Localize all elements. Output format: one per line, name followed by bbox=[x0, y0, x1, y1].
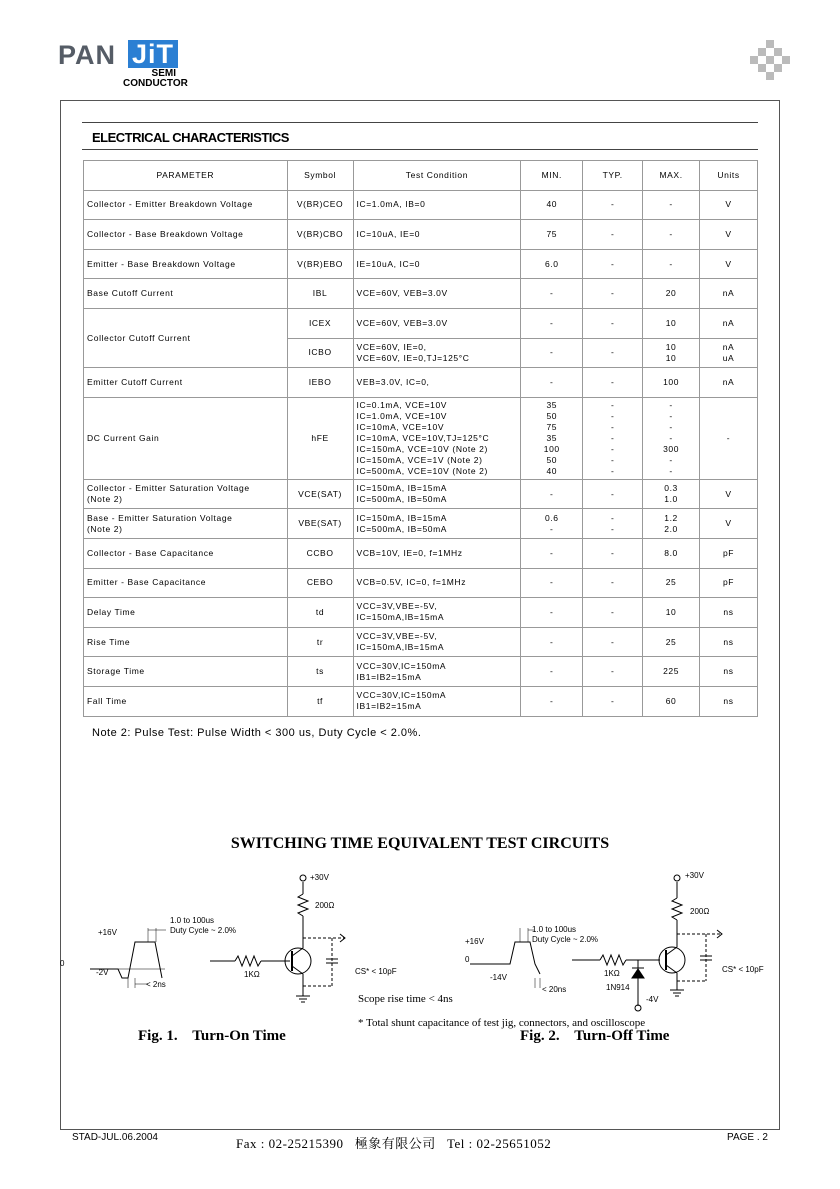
max-cell: 25 bbox=[643, 627, 700, 657]
min-cell: - bbox=[521, 568, 583, 598]
column-header: Test Condition bbox=[353, 161, 521, 191]
fig2-vcc: +30V bbox=[685, 871, 704, 880]
fig2-caption: Fig. 2. Turn-Off Time bbox=[520, 1028, 670, 1044]
divider bbox=[82, 149, 758, 150]
table-row bbox=[84, 220, 758, 250]
typ-cell: - bbox=[583, 657, 643, 687]
test-condition-cell: IC=0.1mA, VCE=10V IC=1.0mA, VCE=10V IC=10mA, VCE=10V IC=10mA, VCE=10V,TJ=125°C IC=150mA, VCE=10V (Note 2) IC=150mA, VCE=1V (Note 2) IC=500mA, VCE=10V (Note 2) bbox=[353, 397, 521, 479]
divider bbox=[82, 122, 758, 123]
table-row bbox=[84, 249, 758, 279]
shunt-note: * Total shunt capacitance of test jig, connectors, and oscilloscope bbox=[358, 1017, 646, 1029]
min-cell: - bbox=[521, 368, 583, 398]
fig1-scope: Scope rise time < 4ns bbox=[358, 993, 453, 1005]
column-header: MIN. bbox=[521, 161, 583, 191]
min-cell: - bbox=[521, 538, 583, 568]
fig1-vlo: -2V bbox=[96, 968, 109, 977]
parameter-cell: Collector Cutoff Current bbox=[84, 308, 288, 367]
typ-cell: - bbox=[583, 338, 643, 368]
typ-cell: - bbox=[583, 279, 643, 309]
symbol-cell: tf bbox=[287, 686, 353, 716]
fig2-cs: CS* < 10pF bbox=[722, 965, 764, 974]
max-cell: 1.2 2.0 bbox=[643, 509, 700, 539]
min-cell: 6.0 bbox=[521, 249, 583, 279]
max-cell: - - - - 300 - - bbox=[643, 397, 700, 479]
logo-conductor: CONDUCTOR bbox=[123, 78, 188, 89]
unit-cell: nA bbox=[700, 308, 758, 338]
table-row bbox=[84, 627, 758, 657]
table-row bbox=[84, 568, 758, 598]
unit-cell: ns bbox=[700, 627, 758, 657]
max-cell: 8.0 bbox=[643, 538, 700, 568]
column-header: Symbol bbox=[287, 161, 353, 191]
symbol-cell: hFE bbox=[287, 397, 353, 479]
min-cell: - bbox=[521, 686, 583, 716]
fig1-rb: 1KΩ bbox=[244, 970, 260, 979]
symbol-cell: VCE(SAT) bbox=[287, 479, 353, 509]
unit-cell: pF bbox=[700, 568, 758, 598]
min-cell: - bbox=[521, 657, 583, 687]
unit-cell: pF bbox=[700, 538, 758, 568]
min-cell: - bbox=[521, 338, 583, 368]
table-row bbox=[84, 657, 758, 687]
test-condition-cell: IE=10uA, IC=0 bbox=[353, 249, 521, 279]
symbol-cell: V(BR)EBO bbox=[287, 249, 353, 279]
fig1-rc: 200Ω bbox=[315, 901, 335, 910]
fig1-cs: CS* < 10pF bbox=[355, 967, 397, 976]
parameter-cell: Emitter - Base Breakdown Voltage bbox=[84, 249, 288, 279]
min-cell: - bbox=[521, 627, 583, 657]
test-condition-cell: IC=10uA, IE=0 bbox=[353, 220, 521, 250]
min-cell: - bbox=[521, 308, 583, 338]
test-condition-cell: VEB=3.0V, IC=0, bbox=[353, 368, 521, 398]
logo-semi: SEMI bbox=[151, 68, 176, 79]
min-cell: 0.6 - bbox=[521, 509, 583, 539]
test-condition-cell: VCC=30V,IC=150mA IB1=IB2=15mA bbox=[353, 657, 521, 687]
section-title: ELECTRICAL CHARACTERISTICS bbox=[92, 130, 289, 145]
test-condition-cell: VCB=0.5V, IC=0, f=1MHz bbox=[353, 568, 521, 598]
unit-cell: V bbox=[700, 220, 758, 250]
table-row bbox=[84, 538, 758, 568]
test-condition-cell: VCC=3V,VBE=-5V, IC=150mA,IB=15mA bbox=[353, 627, 521, 657]
max-cell: 225 bbox=[643, 657, 700, 687]
fig2-pulse: 1.0 to 100us bbox=[532, 925, 577, 934]
column-header: PARAMETER bbox=[84, 161, 288, 191]
typ-cell: - bbox=[583, 190, 643, 220]
checker-decoration bbox=[750, 40, 790, 80]
parameter-cell: Delay Time bbox=[84, 598, 288, 628]
column-header: MAX. bbox=[643, 161, 700, 191]
table-row bbox=[84, 279, 758, 309]
min-cell: 40 bbox=[521, 190, 583, 220]
footer-page: PAGE . 2 bbox=[727, 1132, 768, 1143]
max-cell: - bbox=[643, 249, 700, 279]
fig2-tr: < 20ns bbox=[542, 985, 567, 994]
typ-cell: - bbox=[583, 220, 643, 250]
fig2-rc: 200Ω bbox=[690, 907, 710, 916]
panjit-logo bbox=[58, 40, 188, 90]
unit-cell: nA bbox=[700, 368, 758, 398]
symbol-cell: ICEX bbox=[287, 308, 353, 338]
typ-cell: - bbox=[583, 249, 643, 279]
min-cell: 35 50 75 35 100 50 40 bbox=[521, 397, 583, 479]
parameter-cell: DC Current Gain bbox=[84, 397, 288, 479]
max-cell: 10 bbox=[643, 598, 700, 628]
test-condition-cell: VCE=60V, VEB=3.0V bbox=[353, 308, 521, 338]
symbol-cell: tr bbox=[287, 627, 353, 657]
symbol-cell: td bbox=[287, 598, 353, 628]
symbol-cell: IBL bbox=[287, 279, 353, 309]
unit-cell: V bbox=[700, 249, 758, 279]
min-cell: - bbox=[521, 598, 583, 628]
symbol-cell: ICBO bbox=[287, 338, 353, 368]
typ-cell: - bbox=[583, 598, 643, 628]
max-cell: - bbox=[643, 220, 700, 250]
fig1-vhi: +16V bbox=[98, 928, 117, 937]
typ-cell: - bbox=[583, 568, 643, 598]
typ-cell: - - - - - - - bbox=[583, 397, 643, 479]
test-condition-cell: IC=150mA, IB=15mA IC=500mA, IB=50mA bbox=[353, 479, 521, 509]
parameter-cell: Collector - Emitter Saturation Voltage (Note 2) bbox=[84, 479, 288, 509]
fig2-vhi: +16V bbox=[465, 937, 484, 946]
unit-cell: V bbox=[700, 479, 758, 509]
min-cell: 75 bbox=[521, 220, 583, 250]
fig2-vlo: -14V bbox=[490, 973, 507, 982]
typ-cell: - bbox=[583, 686, 643, 716]
unit-cell: ns bbox=[700, 598, 758, 628]
footer-doc-id: STAD-JUL.06.2004 bbox=[72, 1132, 158, 1143]
table-row bbox=[84, 308, 758, 338]
typ-cell: - - bbox=[583, 509, 643, 539]
fig1-pulse: 1.0 to 100us bbox=[170, 916, 215, 925]
parameter-cell: Emitter - Base Capacitance bbox=[84, 568, 288, 598]
pulse-test-note: Note 2: Pulse Test: Pulse Width < 300 us, Duty Cycle < 2.0%. bbox=[92, 727, 422, 739]
typ-cell: - bbox=[583, 538, 643, 568]
parameter-cell: Collector - Base Breakdown Voltage bbox=[84, 220, 288, 250]
switching-title: SWITCHING TIME EQUIVALENT TEST CIRCUITS bbox=[230, 835, 610, 852]
logo-jit: JiT bbox=[128, 40, 178, 68]
symbol-cell: V(BR)CEO bbox=[287, 190, 353, 220]
column-header: Units bbox=[700, 161, 758, 191]
fig1-vzero: 0 bbox=[60, 959, 65, 968]
parameter-cell: Base Cutoff Current bbox=[84, 279, 288, 309]
fig2-duty: Duty Cycle ~ 2.0% bbox=[532, 935, 599, 944]
parameter-cell: Collector - Emitter Breakdown Voltage bbox=[84, 190, 288, 220]
symbol-cell: VBE(SAT) bbox=[287, 509, 353, 539]
electrical-characteristics-table bbox=[83, 160, 758, 717]
logo-pan: PAN bbox=[58, 40, 117, 70]
max-cell: - bbox=[643, 190, 700, 220]
test-condition-cell: VCB=10V, IE=0, f=1MHz bbox=[353, 538, 521, 568]
parameter-cell: Emitter Cutoff Current bbox=[84, 368, 288, 398]
max-cell: 10 10 bbox=[643, 338, 700, 368]
table-header-row bbox=[84, 161, 758, 191]
parameter-cell: Base - Emitter Saturation Voltage (Note 2) bbox=[84, 509, 288, 539]
parameter-cell: Fall Time bbox=[84, 686, 288, 716]
test-condition-cell: IC=150mA, IB=15mA IC=500mA, IB=50mA bbox=[353, 509, 521, 539]
typ-cell: - bbox=[583, 308, 643, 338]
footer-contact: Fax : 02-25215390 極象有限公司 Tel : 02-25651052 bbox=[236, 1136, 552, 1151]
symbol-cell: CEBO bbox=[287, 568, 353, 598]
fig2-vbb: -4V bbox=[646, 995, 659, 1004]
max-cell: 100 bbox=[643, 368, 700, 398]
fig2-circuit bbox=[460, 866, 780, 1016]
symbol-cell: ts bbox=[287, 657, 353, 687]
table-row bbox=[84, 368, 758, 398]
unit-cell: nA uA bbox=[700, 338, 758, 368]
unit-cell: - bbox=[700, 397, 758, 479]
symbol-cell: CCBO bbox=[287, 538, 353, 568]
max-cell: 20 bbox=[643, 279, 700, 309]
typ-cell: - bbox=[583, 627, 643, 657]
max-cell: 10 bbox=[643, 308, 700, 338]
table-row bbox=[84, 397, 758, 479]
typ-cell: - bbox=[583, 368, 643, 398]
unit-cell: ns bbox=[700, 657, 758, 687]
max-cell: 25 bbox=[643, 568, 700, 598]
parameter-cell: Storage Time bbox=[84, 657, 288, 687]
unit-cell: V bbox=[700, 190, 758, 220]
max-cell: 60 bbox=[643, 686, 700, 716]
fig1-circuit bbox=[60, 866, 453, 1016]
min-cell: - bbox=[521, 279, 583, 309]
unit-cell: V bbox=[700, 509, 758, 539]
test-condition-cell: VCE=60V, IE=0, VCE=60V, IE=0,TJ=125°C bbox=[353, 338, 521, 368]
table-row bbox=[84, 509, 758, 539]
test-condition-cell: VCC=30V,IC=150mA IB1=IB2=15mA bbox=[353, 686, 521, 716]
fig1-vcc: +30V bbox=[310, 873, 329, 882]
typ-cell: - bbox=[583, 479, 643, 509]
test-condition-cell: VCC=3V,VBE=-5V, IC=150mA,IB=15mA bbox=[353, 598, 521, 628]
unit-cell: nA bbox=[700, 279, 758, 309]
table-row bbox=[84, 598, 758, 628]
unit-cell: ns bbox=[700, 686, 758, 716]
column-header: TYP. bbox=[583, 161, 643, 191]
fig2-diode: 1N914 bbox=[606, 983, 630, 992]
fig1-tr: < 2ns bbox=[146, 980, 166, 989]
parameter-cell: Rise Time bbox=[84, 627, 288, 657]
fig2-rb: 1KΩ bbox=[604, 969, 620, 978]
test-condition-cell: IC=1.0mA, IB=0 bbox=[353, 190, 521, 220]
fig1-duty: Duty Cycle ~ 2.0% bbox=[170, 926, 237, 935]
max-cell: 0.3 1.0 bbox=[643, 479, 700, 509]
table-row bbox=[84, 479, 758, 509]
parameter-cell: Collector - Base Capacitance bbox=[84, 538, 288, 568]
table-row bbox=[84, 190, 758, 220]
min-cell: - bbox=[521, 479, 583, 509]
table-row bbox=[84, 686, 758, 716]
test-condition-cell: VCE=60V, VEB=3.0V bbox=[353, 279, 521, 309]
symbol-cell: IEBO bbox=[287, 368, 353, 398]
symbol-cell: V(BR)CBO bbox=[287, 220, 353, 250]
fig2-vzero: 0 bbox=[465, 955, 470, 964]
fig1-caption: Fig. 1. Turn-On Time bbox=[138, 1028, 286, 1044]
